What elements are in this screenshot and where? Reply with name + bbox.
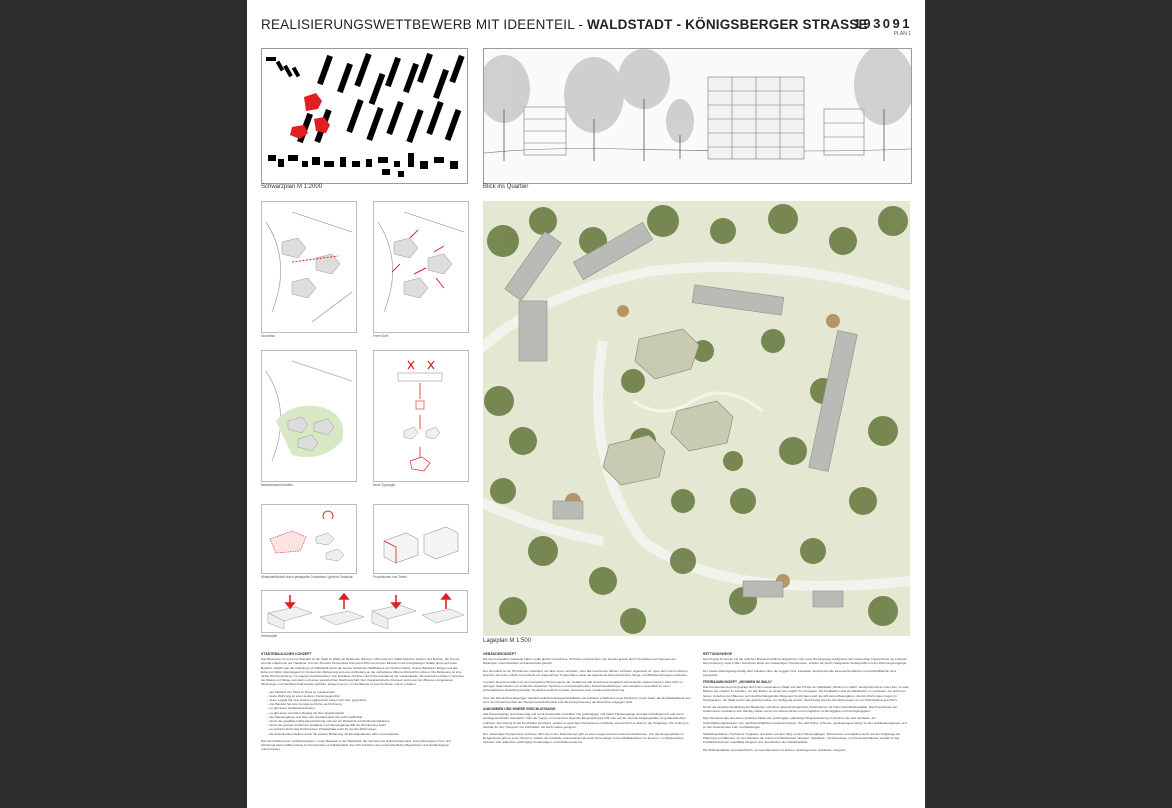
diagram-caption-freie-sicht: Freie Sicht bbox=[373, 334, 389, 338]
text-freiraum-4: Stellplatzgebäude „Hochbeete“ begleiten und leiten auf dem Weg zu den Hauseingängen. Diese bieten ermöglichen auch auf der Tiefgarage die Pflanzung von Bäumen. An den Rändern der Inseln und Stützkörper integriert. Spielplatz-, Versickerungs- und Feuerwehrflächen werden in das Freiflächenkonzept unauffällig integriert und unterstützen den Waldcharakter. bbox=[703, 732, 901, 745]
competition-code: 193091 bbox=[853, 16, 912, 31]
lageplan-map bbox=[483, 201, 910, 636]
list-item: – durch die geringe Anzahl der Gebäude und Hauseingänge fällt die Orientierung leicht bbox=[267, 723, 466, 727]
diagram-caption-hoehenspiel: Höhenspiel bbox=[261, 634, 277, 638]
text-column-1 bbox=[261, 652, 466, 754]
heading-staedtebau: STÄDTEBAULICHES KONZEPT bbox=[261, 652, 312, 656]
text-gebaeude-2: Der Grundriss ist ein 50-Spänner entwickelt, der über einen zentralen, über alle Geschosse offenen Luftraum organisiert ist. Quer durch den Luftraum spannen wir einen erhellt und entsteht ein angenehmer Treppenhaus sowie die spannende Raumerlebnisse, Wege- und Blickbeziehungen entstehen. bbox=[483, 668, 688, 677]
list-item: – das Baufeld hat eine homogene Dichte und Körnung bbox=[267, 702, 466, 706]
plan-number: PLAN 1 bbox=[893, 31, 911, 37]
diagram-caption-proportionen: Proportionen von Zeilen bbox=[373, 575, 407, 579]
schwarzplan-caption: Schwarzplan M 1:2000 bbox=[261, 184, 323, 190]
staedtebau-list bbox=[267, 690, 466, 736]
text-column-2 bbox=[483, 652, 691, 748]
diagram-hoehenspiel bbox=[261, 590, 468, 633]
text-staedtebau-2: Das Areal bildet einen selbstbewussten, neuen Baustein in der Waldstadt, der sich als eine Einheit präsentiert. Kontextbezogene Form und Ortsbezug bieten differenzierte Formensprache und Materialität, die nicht zwischen den unterschiedlichen Bewohnern und Gebäudetypen unterscheidet. bbox=[261, 738, 451, 752]
text-staedtebau-1: Das Bewerben an unserem Standort ist die Stadt im Wald mit fließenden Räumen. Man wohnt im Wald zwischen Kiefern und Buchen, die Kreuze Grunde erlaubt wie der Hauskote. Von der Theodor Heuss Allee kommend trifft man bei der Einfahrt in die Königsberger Straße direkt auf einen Baufeld, sobald man die Aufteilung zur Waldstadt durch die bereits stehenden Waldbäume am hinteren Rand, Unsere Bauköper fangen aus den Ecken im Wald, überwiegend im Kontext der Aktivierung und eine Anbindung an die vorhandene Räume Rücksicht nehmen. Die Bebauung ist eine dichte Durchmischung, mit eigenen Grünbereichen. Die Gebäude zeichnen durch die Gestaltung der Gebäudeteile, die ausreichend Raum zwischen der Masse und Wege vermitteln und einen gewünschten Nachbarschaft. Der charakteristische Freiraum wird unter den Bäumen eingelassen, Mischwege und Nachbarschaft werden gebildet, aufgenommen, um die Bäume zu kennzeichnen und zu erhalten. bbox=[261, 657, 465, 687]
text-freiraum-3: Das Herzstück des autofreien Quartiers bildet eine großzügige, platzartige Wegeaufweitung im Zentrum der drei Gebäude, der Aufenthaltsmöglichkeiten zum nachbarschaftlichen Austausch bietet. Von dort führen schmale, geschwungene Wege zu den Gebäudeeingängen und zu den bestehenden Fuß- und Radwegen. bbox=[703, 716, 907, 729]
diagram-caption-typologie: Neue Typologie bbox=[373, 483, 396, 487]
title-bold: WALDSTADT - KÖNIGSBERGER STRASSE bbox=[587, 17, 868, 32]
heading-gebaeude: GEBÄUDEKONZEPT bbox=[483, 652, 517, 656]
diagram-baumbestand bbox=[261, 350, 357, 482]
list-item: – es gibt einen zentralen Zugang mit dem Quartiersplatz bbox=[267, 711, 466, 715]
diagram-caption-wirtschaftlichkeit: Wirtschaftlichkeit durch gestapelte Grundrisse / gleiche Gebäude bbox=[261, 575, 353, 579]
heading-freiraum: FREIRAUMKONZEPT „WOHNEN IM WALD“ bbox=[703, 680, 773, 685]
text-column-3 bbox=[703, 652, 911, 755]
diagram-wirtschaftlichkeit bbox=[261, 504, 357, 574]
text-gebaeude-1: Die drei kompakten Gebäude haben exakt gleiche Grundrisse, Schnitte und Ansichten. Sie werden jedoch durch Verdrehen und Spiegeln der Baukörper unterschiedlich und abwechslungsreich. bbox=[483, 657, 676, 666]
list-item: – keine Wohnung ist einer anderen frontal gegenüber bbox=[267, 694, 466, 698]
perspective-panel bbox=[483, 48, 912, 184]
lageplan-panel bbox=[483, 201, 910, 636]
diagram-proportionen bbox=[373, 504, 469, 574]
list-item: – keine Loggia hat eine andere Loggia direkt neben sich bzw. gegenüber bbox=[267, 698, 466, 702]
competition-poster bbox=[247, 0, 925, 808]
text-rettungswege-1: Das Projekt ist bereits mit der örtlichen Brandschutzfirma abgestimmt. Der erste Rettungsweg erfolgt über das notwendige Treppenhaus mit Luftraum. Die Förderung, etwa 4 WE / Geschoss direkt am notwendigen Treppenraum, erfüllen wir durch zweigeteilte Stufenprofile mit der Wohnungseingänge. bbox=[703, 657, 908, 666]
list-item: – durch die gewählte Gebäudeausrichtung nehmen wir Rücksicht auf die Bestandsbäume bbox=[267, 719, 466, 723]
diagram-typologie bbox=[373, 350, 469, 482]
poster-title bbox=[261, 17, 868, 32]
diagram-caption-grundriss: Grundriss bbox=[261, 334, 275, 338]
text-freiraum-2: Durch die einfache Ausbildung der Baukörper entstehen abwechslungsreiche Außenräume mit hoher Aufenthaltsqualität. Die Proportionen der Außenräume verändern sich ständig, haben immer ein offenes Ende und ermöglichen Großzügigkeit und Durchgängigkeit. bbox=[703, 705, 898, 714]
schwarzplan-panel bbox=[261, 48, 468, 184]
lageplan-caption: Lageplan M 1:500 bbox=[483, 638, 532, 644]
perspective-sketch bbox=[484, 49, 911, 183]
diagram-grundriss bbox=[261, 201, 357, 333]
list-item: – die Außenkanten bleiben durch die lockere Bebauung mit Einzelgebäuden offen und entstehen bbox=[267, 732, 466, 736]
heading-erschliessung: ANKOMMEN UND INNERE ERSCHLIESSUNG bbox=[483, 707, 556, 712]
list-item: – es gibt keine Gebäuderückseiten bbox=[267, 706, 466, 710]
list-item: – der Abstand von Haus zu Haus ist maximal weit bbox=[267, 690, 466, 694]
text-gebaeude-3: In jedem Geschoss bilden wir den kompletten Wohnungsmix ab, sodass wir alle Geschosse baugleich übereinander stapeln können. Dies führt zu geringen Spannweiten mit einfachen statischen Systemen und durchgehenden Schachtausbildungen, was wiederum wesentlich zu einer wirtschaftlichen Erstellung beiträgt. Zusätzlich entsteht in jedem Geschoss eine soziale Durchmischung. bbox=[483, 680, 683, 693]
text-freiraum-5: Die Müllstandplätze sind oberirdisch, an zwei Standorten in kleinen, dachbegrünten Gebäuden integriert. bbox=[703, 747, 847, 752]
text-gebaeude-4: Über der Oberlichtverglasungen natürlich belichtete Erdgeschoßsfläche mit Luftraum schafft eine neue Wohnform in der Stadt, die identitätsstiftend sein wird, den Zusammenhalt der Hausgemeinschaft stärkt und die Anonymisierung der Bewohner entgegen wirkt. bbox=[483, 695, 691, 704]
text-rettungswege-2: Der zweite Rettungsweg erfolgt über Anleitern über die Loggien bzw. Fassaden. Entsprechende Feuerwehrzufahrten und Aufstellflächen sind eingeplant. bbox=[703, 668, 896, 677]
perspective-caption: Blick ins Quartier bbox=[483, 184, 529, 190]
list-item: – es entsteht durch das Hochparterre Privatsphäre auch für die EG-Wohnungen bbox=[267, 727, 466, 731]
text-erschliessung-1: Alle Hauseingänge sind ebenerdig und somit barrierefrei erreichbar. Die großzügigen und hellen Hauseingänge sind alle rollstuhlgerecht und somit werbegerecht/nicht überdacht. Über die Treppe, im Innenraum liegende Eingangstreppe trifft man auf die zentrale Eingangshalle mit gebäudehohem Luftraum. Der Aufzug ist als Durchlader konzipiert, sodass er auch das Hochparterre erschließt, ebenso führt er direkt in die Tiefgarage. Der Aufzug ist deshalb für den Transport von Fahrrädern als auch Lasten geeignet. bbox=[483, 712, 689, 729]
heading-rettungswege: RETTUNGSWEGE bbox=[703, 652, 733, 656]
text-freiraum-1: Das Freiraumkonzept ist geprägt durch den vorhandenen Wald und das Prinzip der Waldstadt „Wohnen im Wald“. Entsprechend ist unser Ziel, so viele Bäume wie möglich zu erhalten, um den Boden so wenig wie möglich zu versiegeln. Die Freiflächen sind als Waldboden zu verstehen, der durch ein feines, zwischen den Bäumen sich durchschlängelndes Wegenetz durchzogen wird. Es gibt keine Mietergärten, die EG-Wohnungen liegen im Hochparterre, der Wald soll für alle gleichermaßen zur Verfügung stehen. Gleichzeitig sind die EG-Wohnungen so vor Öffentlichkeit geschützt. bbox=[703, 685, 909, 702]
title-regular: REALISIERUNGSWETTBEWERB MIT IDEENTEIL - bbox=[261, 17, 588, 32]
list-item: – die Hauseingänge sind über den Quartiersplatz wie leicht auffindbar bbox=[267, 715, 466, 719]
schwarzplan-map bbox=[262, 49, 467, 183]
diagram-freie-sicht bbox=[373, 201, 469, 333]
diagram-caption-baumbestand: Baumbestand erhalten bbox=[261, 483, 294, 487]
text-erschliessung-2: Der notwendige Treppenraum Luftraum führt wie in den Kellerräumen gibt es einen angemessenen Gemeinschaftsraum. Von der Eingangshalle im Erdgeschoss gibt es einen Shortcut, sodass die Gebäude untereinander als auch kurze Wege zu den Müllstandorten zu kommen. Im Erdgeschoss befinden sich außerdem großzügige Kinderwagen- und Rollatorenräume. bbox=[483, 732, 684, 745]
